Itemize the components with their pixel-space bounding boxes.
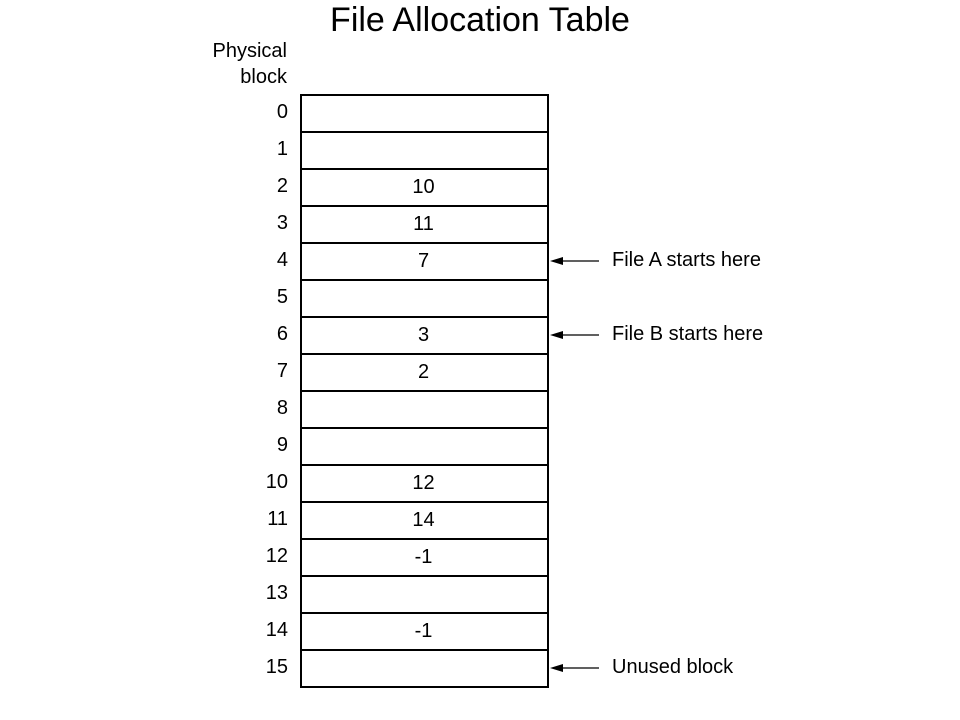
annotation bbox=[549, 649, 849, 686]
fat-entry-value: -1 bbox=[414, 546, 433, 568]
fat-entry-value: 7 bbox=[417, 250, 430, 272]
block-index-label: 7 bbox=[276, 360, 288, 382]
fat-entry-row bbox=[302, 96, 547, 133]
header-line-1: Physical bbox=[212, 40, 287, 62]
block-index-label: 11 bbox=[267, 508, 288, 530]
fat-entry-row bbox=[302, 355, 547, 392]
arrow-left-icon bbox=[549, 649, 609, 686]
fat-entry-row bbox=[302, 392, 547, 429]
arrow-left-icon bbox=[549, 242, 609, 279]
fat-entry-row bbox=[302, 614, 547, 651]
arrow-left-icon bbox=[549, 316, 609, 353]
block-index-label: 14 bbox=[265, 619, 288, 641]
block-index-label: 6 bbox=[276, 323, 288, 345]
fat-entry-row bbox=[302, 170, 547, 207]
block-index-label: 1 bbox=[276, 138, 288, 160]
fat-entry-row bbox=[302, 503, 547, 540]
fat-entry-row bbox=[302, 540, 547, 577]
block-index-label: 13 bbox=[265, 582, 288, 604]
fat-entry-row bbox=[302, 429, 547, 466]
fat-entry-row bbox=[302, 577, 547, 614]
block-index-label: 10 bbox=[265, 471, 288, 493]
block-index-label: 12 bbox=[265, 545, 288, 567]
annotation-text: File B starts here bbox=[612, 323, 764, 345]
fat-entry-row bbox=[302, 133, 547, 170]
block-index-label: 5 bbox=[276, 286, 288, 308]
block-index-label: 8 bbox=[276, 397, 288, 419]
fat-entry-value: 12 bbox=[412, 472, 435, 494]
fat-entry-row bbox=[302, 281, 547, 318]
fat-entry-value: 14 bbox=[412, 509, 435, 531]
block-index-label: 4 bbox=[276, 249, 288, 271]
annotation bbox=[549, 242, 849, 279]
fat-entry-row bbox=[302, 651, 547, 688]
fat-entry-row bbox=[302, 207, 547, 244]
fat-entry-row bbox=[302, 466, 547, 503]
fat-entry-row bbox=[302, 318, 547, 355]
diagram-title: File Allocation Table bbox=[330, 1, 630, 39]
fat-entry-value: 10 bbox=[412, 176, 435, 198]
header-line-2: block bbox=[240, 66, 287, 88]
block-index-label: 0 bbox=[276, 101, 288, 123]
fat-entry-value: 2 bbox=[417, 361, 430, 383]
fat-entry-value: 11 bbox=[413, 213, 434, 235]
fat-table bbox=[300, 94, 549, 688]
annotation-text: File A starts here bbox=[612, 249, 761, 271]
fat-entry-row bbox=[302, 244, 547, 281]
block-index-label: 2 bbox=[276, 175, 288, 197]
physical-block-header bbox=[213, 38, 287, 90]
annotation-text: Unused block bbox=[612, 656, 734, 678]
fat-entry-value: 3 bbox=[417, 324, 430, 346]
fat-entry-value: -1 bbox=[414, 620, 433, 642]
block-index-label: 3 bbox=[276, 212, 288, 234]
block-index-label: 9 bbox=[276, 434, 288, 456]
block-index-label: 15 bbox=[265, 656, 288, 678]
annotation bbox=[549, 316, 849, 353]
